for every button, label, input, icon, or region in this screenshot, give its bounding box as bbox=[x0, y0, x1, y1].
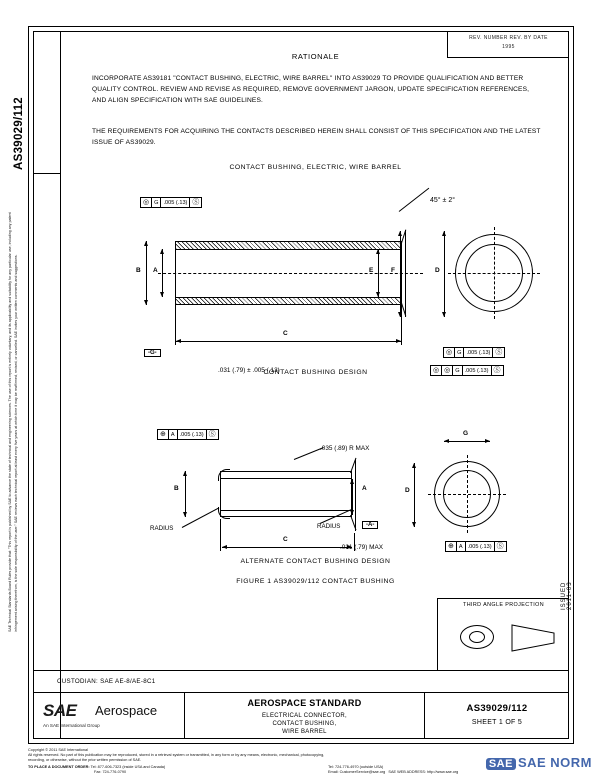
figure-caption: FIGURE 1 AS39029/112 CONTACT BUSHING bbox=[236, 578, 395, 585]
third-angle-projection-box bbox=[437, 598, 569, 670]
issued-code: ISSUED 2011-03 bbox=[561, 581, 573, 610]
alt-dim-label-a: A bbox=[362, 485, 367, 492]
revision-line-1: REV. NUMBER REV. BY DATE bbox=[469, 35, 548, 41]
position-symbol-icon-3: ◎ bbox=[431, 366, 442, 375]
title-block-logo-cell bbox=[33, 693, 185, 739]
copyright-line: Copyright © 2011 SAE International bbox=[28, 748, 88, 752]
bore-line-bottom bbox=[176, 297, 402, 298]
tel-usa: Tel: 877-606-7323 (inside USA and Canada) bbox=[90, 765, 166, 769]
tolerance-value-cell-alt2: .005 (.13) bbox=[466, 542, 495, 551]
subject-line-3: WIRE BARREL bbox=[282, 729, 327, 735]
position-symbol-icon: ◎ bbox=[141, 198, 152, 207]
rights-line-2: recording, or otherwise, without the prior written permission of SAE. bbox=[28, 758, 142, 762]
dim-label-c: C bbox=[283, 330, 288, 337]
dim-d-arrow-down bbox=[442, 312, 446, 317]
dim-a-line bbox=[162, 249, 163, 297]
rights-line-1: All rights reserved. No part of this publication may be reproduced, stored in a retrieval system or transmitted, in any form or by any means, electronic, mechanical, photocopying, bbox=[28, 753, 325, 757]
mmc-symbol-icon-2: Ⓢ bbox=[495, 349, 503, 356]
watermark-badge-icon: SAE bbox=[486, 758, 516, 770]
bore-line-top bbox=[176, 249, 402, 250]
alt-dim-label-c: C bbox=[283, 536, 288, 543]
alt-dim-b-arrow-up bbox=[183, 471, 187, 476]
ext-line-left bbox=[175, 305, 176, 345]
dim-d-line bbox=[444, 231, 445, 317]
dim-c-line bbox=[176, 341, 401, 342]
sae-logo: SAE bbox=[43, 701, 77, 720]
dim-d-arrow-up bbox=[442, 231, 446, 236]
end-face-line bbox=[405, 230, 406, 317]
projection-cone-symbol-icon bbox=[510, 621, 556, 655]
dim-f-arrow-up bbox=[398, 231, 402, 236]
alt-end-center-v bbox=[467, 455, 468, 533]
feature-control-frame-top-left bbox=[140, 197, 202, 208]
tel-international: Tel: 724-776-4970 (outside USA) bbox=[328, 765, 384, 769]
alt-dim-label-g: G bbox=[463, 430, 469, 437]
dim-b-arrow-up bbox=[144, 241, 148, 246]
mmc-symbol-icon-alt: Ⓢ bbox=[208, 431, 216, 438]
alt-dim-d-arrow-up bbox=[412, 463, 416, 468]
rationale-paragraph-2: THE REQUIREMENTS FOR ACQUIRING THE CONTACTS DESCRIBED HEREIN SHALL CONSIST OF THIS SPECIFICATION AND THE LATEST ISSUE OF AS39029. bbox=[92, 128, 541, 146]
alt-dim-a-arrow-up bbox=[350, 479, 354, 484]
projection-circle-inner-icon bbox=[469, 631, 485, 643]
alt-dim-c-arrow-left bbox=[222, 545, 227, 549]
dim-b-arrow-down bbox=[144, 300, 148, 305]
radius-max-note: .035 (.89) R MAX bbox=[320, 445, 370, 452]
datum-feature-g: -G- bbox=[144, 349, 161, 357]
dim-label-e: E bbox=[369, 267, 374, 274]
alternate-drawing bbox=[62, 423, 569, 563]
wall-thickness-note: .031 (.79) MAX bbox=[340, 544, 383, 551]
feature-control-frame-right-1 bbox=[443, 347, 505, 358]
alt-right-face bbox=[355, 459, 356, 531]
datum-g-cell: G bbox=[152, 198, 161, 207]
document-id-vertical: AS39029/112 bbox=[13, 96, 25, 170]
datum-a-cell: A bbox=[169, 430, 178, 439]
tolerance-value-cell: .005 (.13) bbox=[161, 198, 190, 207]
radius-label-left: RADIUS bbox=[150, 525, 174, 532]
aerospace-standard-title: AEROSPACE STANDARD bbox=[247, 698, 362, 708]
tolerance-value-cell-3: .005 (.13) bbox=[463, 366, 492, 375]
alt-inner-line-top bbox=[221, 478, 352, 479]
radius-label-right: RADIUS bbox=[317, 523, 341, 530]
position-symbol-icon-alt2: ⊕ bbox=[446, 542, 457, 551]
email-address: Email: CustomerService@sae.org bbox=[328, 770, 386, 774]
document-number: AS39029/112 bbox=[466, 703, 528, 714]
figure-middle-title: CONTACT BUSHING DESIGN bbox=[263, 369, 368, 376]
alt-dim-g-arrow-left bbox=[444, 439, 449, 443]
title-block-subject-cell bbox=[185, 693, 425, 739]
dim-a-arrow-up bbox=[160, 249, 164, 254]
alt-dim-c-line bbox=[222, 547, 352, 548]
sae-norm-watermark bbox=[486, 755, 592, 770]
length-dimension-note: .031 (.79) ± .005 (.13) bbox=[218, 367, 280, 374]
alt-dim-b-arrow-down bbox=[183, 512, 187, 517]
subject-line-2: CONTACT BUSHING, bbox=[272, 721, 337, 727]
dim-e-arrow-down bbox=[376, 292, 380, 297]
title-block-number-cell bbox=[425, 693, 569, 739]
third-angle-projection-label: THIRD ANGLE PROJECTION bbox=[463, 602, 544, 608]
ext-line-right bbox=[401, 305, 402, 345]
dim-b-line bbox=[146, 241, 147, 305]
web-address: SAE WEB ADDRESS: http://www.sae.org bbox=[388, 770, 459, 774]
position-symbol-icon-2: ◎ bbox=[444, 348, 455, 357]
datum-g-cell-2: G bbox=[455, 348, 464, 357]
alt-inner-line-bottom bbox=[221, 510, 352, 511]
end-view-center-v bbox=[494, 227, 495, 319]
center-line bbox=[158, 273, 423, 274]
dim-c-arrow-left bbox=[176, 339, 181, 343]
position-symbol-icon-alt: ⊕ bbox=[158, 430, 169, 439]
alt-dim-g-arrow-right bbox=[485, 439, 490, 443]
tolerance-value-cell-2: .005 (.13) bbox=[464, 348, 493, 357]
sae-international-group-label: An SAE International Group bbox=[43, 723, 100, 728]
mmc-symbol-icon: Ⓢ bbox=[192, 199, 200, 206]
subject-line-1: ELECTRICAL CONNECTOR, bbox=[262, 713, 347, 719]
datum-a-cell-2: A bbox=[457, 542, 466, 551]
figure-alt-title: ALTERNATE CONTACT BUSHING DESIGN bbox=[240, 558, 391, 565]
rationale-paragraph-1: INCORPORATE AS39181 "CONTACT BUSHING, ELECTRIC, WIRE BARREL" INTO AS39029 TO PROVIDE QUALIFICATION AND BETTER QUALITY CONTROL. REVIEW AND REVISE AS REQUIRED, REMOVE GOVERNMENT JARGON, UPDATE SPECIFICATION REFERENCES, AND ALIGN SPECIFICATION WITH SAE GUIDELINES. bbox=[92, 75, 530, 104]
sheet-number: SHEET 1 OF 5 bbox=[471, 719, 523, 726]
dim-label-a: A bbox=[153, 267, 158, 274]
section-hatch-bottom bbox=[176, 297, 401, 304]
angle-note: 45° ± 2° bbox=[430, 197, 456, 204]
feature-control-frame-alt-left bbox=[157, 429, 219, 440]
concentric-symbol-icon: ◎ bbox=[442, 366, 453, 375]
rationale-heading: RATIONALE bbox=[291, 52, 340, 61]
document-id-box bbox=[33, 38, 61, 174]
dim-e-arrow-up bbox=[376, 249, 380, 254]
alt-dim-d-line bbox=[414, 463, 415, 527]
alt-dim-a-arrow-down bbox=[350, 510, 354, 515]
datum-feature-a: -A- bbox=[362, 521, 378, 529]
title-block bbox=[33, 692, 569, 739]
alt-ext-left bbox=[220, 519, 221, 551]
alt-dim-label-d: D bbox=[405, 487, 410, 494]
figure-top-title: CONTACT BUSHING, ELECTRIC, WIRE BARREL bbox=[229, 164, 402, 171]
alt-dim-b-line bbox=[185, 471, 186, 517]
sae-standards-board-note: SAE Technical Standards Board Rules provide that: "This report is published by SAE to advance the state of technical and engineering sciences. The use of this report is entirely voluntary, and its applicability and suitability for any particular use, including any patent infringement arising therefrom, is the sole responsibility of the user." SAE reviews each technical report at least every five years at which time it may be reaffirmed, revised, or cancelled. SAE invites your written comments and suggestions. bbox=[8, 212, 18, 632]
revision-line-2: 1995 bbox=[502, 44, 515, 50]
dim-a-arrow-down bbox=[160, 292, 164, 297]
angle-leader bbox=[399, 188, 430, 212]
alt-radius-corner-top bbox=[218, 469, 230, 481]
dim-label-f: F bbox=[391, 267, 395, 274]
feature-control-frame-alt-right bbox=[445, 541, 507, 552]
order-label: TO PLACE A DOCUMENT ORDER: bbox=[28, 765, 90, 769]
dim-label-b: B bbox=[136, 267, 141, 274]
datum-g-cell-3: G bbox=[453, 366, 462, 375]
watermark-text: SAE NORM bbox=[517, 755, 592, 770]
left-face-line bbox=[175, 241, 176, 305]
custodian-line: CUSTODIAN: SAE AE-8/AE-8C1 bbox=[33, 670, 569, 692]
mmc-symbol-icon-3: Ⓢ bbox=[493, 367, 501, 374]
dim-e-line bbox=[378, 249, 379, 297]
alt-dim-g-line bbox=[444, 441, 490, 442]
alt-dim-label-b: B bbox=[174, 485, 179, 492]
fax-number: Fax: 724-776-0790 bbox=[94, 770, 127, 774]
dim-label-d: D bbox=[435, 267, 440, 274]
aerospace-wordmark: Aerospace bbox=[95, 703, 158, 718]
alt-dim-d-arrow-down bbox=[412, 522, 416, 527]
radius-leader-left bbox=[182, 507, 220, 528]
tolerance-value-cell-alt: .005 (.13) bbox=[178, 430, 207, 439]
section-hatch-top bbox=[176, 242, 401, 249]
mmc-symbol-icon-alt2: Ⓢ bbox=[496, 543, 504, 550]
alt-radius-corner-bottom bbox=[218, 507, 230, 519]
